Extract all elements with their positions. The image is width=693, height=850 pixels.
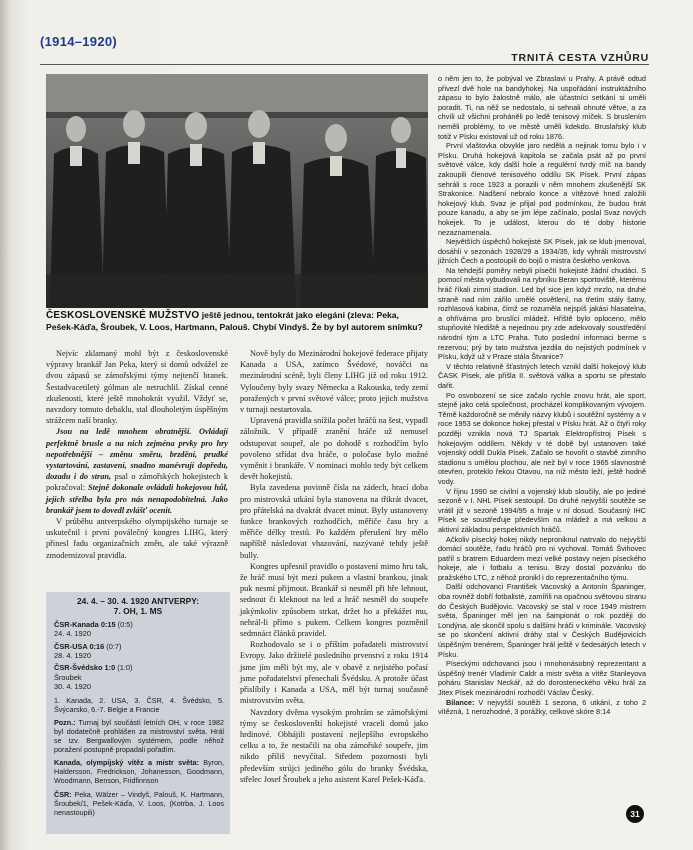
- box-header-line2: 7. OH, 1. MS: [113, 606, 163, 617]
- paragraph: Píseckými odchovanci jsou i mnohonásobný reprezentant a úspěšný trenér Vladimír Caldr a mistr světa a vítěz Stanleyova poháru Stanislav Neckář, až do dorosteneckého věku hrál za Jitex Písek mezinárodní rozhodčí Václav Český.: [438, 659, 646, 697]
- csr-label: ČSR:: [54, 789, 72, 799]
- chapter-period: (1914–1920): [40, 34, 118, 49]
- paragraph: Ačkoliv písecký hokej nikdy neproniknul natrvalo do nejvyšší domácí soutěže, řadu hráčů pro ni vychoval. Tomáš Švihovec patřil s bratrem Eduardem mezi velké postavy nejen píseckého hokeje, ale i fotbalu a tenisu. Brzy dostal pozvánku do pražského LTC, z něhož pronikl i do reprezentačního týmu.: [438, 534, 646, 582]
- paragraph: [438, 698, 646, 717]
- balance-label: Bilance:: [446, 697, 475, 707]
- paragraph: Kongres upřesnil pravidlo o postavení mimo hru tak, že hráč musí být mezi pukem a vlastní brankou, jinak puk nesmí přijmout. Brankář si nesměl při hře lehnout, sednout či kleknout na led a hráč nesměl do soupeře jakýmkoliv způsobem strkat, držet ho a překážet mu, nehrál-li přímo s pukem. Celkem kongres pozměnil sedmnáct článků pravidel.: [240, 561, 428, 639]
- quote-part: Jsou na ledě mnohem obratnější. Ovládají perfektně brusle a na nich zejména prvky pro hry nepotřebnější – změnu směru, brzdění, prudké vystartování, zastavení, snadno manévrují dopředu, dozadu i do stran,: [46, 427, 228, 482]
- quote-part: Stejně dokonale ovládali hokejovou hůl, jejich střelba byla pro nás nenapodobitelná. Jako brankář jsem to dovedl zvlášť ocenit.: [46, 483, 228, 515]
- match-title: ČSR-Švédsko 1:0: [54, 663, 116, 673]
- match-halftime: (0:7): [104, 641, 122, 651]
- caption-title: ČESKOSLOVENSKÉ MUŽSTVO: [46, 310, 200, 321]
- standings: 1. Kanada, 2. USA, 3. ČSR, 4. Švédsko, 5. Švýcarsko, 6.-7. Belgie a Francie: [54, 695, 224, 714]
- note-text: Turnaj byl součástí letních OH, v roce 1982 byl dodatečně prohlášen za mistrovství světa. Hrál se tzv. Bergwallovým systémem, podle něhož poražení postupně propadali pořadím.: [54, 717, 224, 755]
- tournament-results-box: [46, 592, 230, 834]
- paragraph: V průběhu antverpského olympijského turnaje se uskutečnil i první poválečný kongres LIHG, který přinesl řadu organizačních změn, ale také výrazně zmodernizoval pravidla.: [46, 517, 228, 560]
- csr-roster: [46, 790, 230, 817]
- csr-text: Peka, Wälzer – Vindyš, Palouš, K. Hartmann, Šroubek/1, Pešek-Káďa, V. Loos, (Kotrba, J. Loos nenastoupili): [54, 789, 224, 817]
- match-halftime: (1:0): [115, 663, 133, 673]
- box-header-line1: 24. 4. – 30. 4. 1920 ANTVERPY:: [77, 596, 199, 606]
- canada-label: Kanada, olympijský vítěz a mistr světa:: [54, 758, 199, 768]
- match-item: [54, 642, 224, 651]
- paragraph: První vlaštovka obvykle jaro nedělá a nejinak tomu bylo i v Písku. Druhá hokejová kapitola se začala psát až po první světové válce, kdy další hole a regulérní tvrdý míč na bandy zakoupili členové tenisového oddílu SK Písek. První zápas sehráli s roce 1923 a porazili v něm mnohem zkušenější SK Strakonice. Nadšení nebralo konce a vítězové hned založili hokejový klub. Svaz je přijal pod podmínkou, že budou hrát pouze kanadu, a aby se jim lépe začínalo, poslal Svaz nových hokejek. To je událost, kterou do té doby historie nezaznamenala.: [438, 141, 646, 237]
- match-scorer: Šroubek: [54, 672, 82, 682]
- match-date: 28. 4. 1920: [54, 651, 91, 661]
- team-photo-illustration: [46, 74, 428, 308]
- match-halftime: (0:5): [115, 619, 133, 629]
- paragraph: o něm jen to, že pobýval ve Zbraslavi u Prahy. A právě odtud přivezl dvě hole na bandyhokej. Na uspořádání instruktážního zápasu to bylo žalostně málo, ale účastníci setkání si uměli poradit. Ti, na něž se nedostalo, si sehnali ohnuté větve, a za chvíli už všichni proháněli po ledě tenisový míček. S bruslením neměli problémy, to ve městě uměli kdekdo. Bruslařský klub totiž v Písku existoval už od roku 1876.: [438, 74, 646, 141]
- caption-text: ještě jednou, tentokrát jako elegáni (zleva: Peka, Pešek-Káďa, Šroubek, V. Loos, Hartmann, Palouš. Chybí Vindyš. Že by byl autorem snímku?: [46, 310, 423, 332]
- text-column-1: [46, 348, 228, 561]
- paragraph: V říjnu 1990 se civilní a vojenský klub sloučily, ale po jediné sezoně v I. NHL Písek sestoupil. Do druhé nejvyšší soutěže se vrátil již v sezoně 1994/95 a hraje v ní dosud. Současný IHC Písek se soustřeďuje především na mládež a má velkou a aktivní základnu perspektivních hráčů.: [438, 486, 646, 534]
- canada-roster: [46, 758, 230, 785]
- paragraph: Upravená pravidla snížila počet hráčů na šest, vypadl záložník. V případě zranění hráče už nemusel odstupovat soupeř, ale po dohodě s rozhodčím bylo povoleno střídat dva hráče, o poločase bylo možné vyměnit i brankáře. V nominaci mohlo tedy být celkem devět hokejistů.: [240, 416, 428, 482]
- box-header: [46, 592, 230, 617]
- match-list: [46, 620, 230, 692]
- paragraph: Byla zavedena povinně čísla na zádech, hrací doba pro mistrovská utkání byla stanovena na třikrát dvacet, pro přátelská na dvakrát dvacet minut. Byly ustanoveny funkce brankových rozhodčích, měřiče času hry a měřiče délky trestů. Po každém přerušení hry mělo napříště následovat vhazování, nazývané tehdy ještě bully.: [240, 483, 428, 560]
- paragraph: Po osvobození se sice začalo rychle znovu hrát, ale sport, stejně jako celá společnost, procházel komplikovaným vývojem. Těmě každoročně se měnily názvy klubů i soutěžní systémy a v roce 1953 se dokonce hokej přestal v Písku hrát. Až o čtyři roky později vznikla nová TJ Spartak Elektropřístroj Písek s hokejovým oddílem. Někdy v té době byl ustanoven také vojenský oddíl Dukla Písek. Začalo se hovořit o stavbě zimního stadionu s umělou plochou, ale než byl v roce 1965 slavnostně otevřen, proteklo řekou Otavou, na níž město leží, ještě hodně vody.: [438, 390, 646, 486]
- paragraph: Navzdory dvěma vysokým prohrám se zámořskými týmy se českoslovenští hokejisté vraceli domů jako hrdinové. Obhájili postavení nejlepšího evropského celku a to, že nestačili na oba zámořské soupeře, jim nikdo příliš nevyčítal. Středem pozornosti byli především strůjci jediného gólu do branky Švédska, střelec Josef Šroubek a jeho asistent Karel Pešek-Káďa.: [240, 707, 428, 784]
- match-title: ČSR-USA 0:16: [54, 641, 105, 651]
- paragraph: V těchto relativně šťastných letech vznikl další hokejový klub ČASK Písek, ale přišla II. světová válka a sportu se přestalo dařit.: [438, 361, 646, 390]
- paragraph: Rozhodovalo se i o příštím pořadateli mistrovství Evropy. Jako držitelé posledního prvenství z roku 1914 jsme jím měli být my, ale v obavě z nejistého počasí jsme pořadatelství přenechali Švédsku. A protože účast přislíbily i Kanada a USA, měl být turnaj současně mistrovstvím světa.: [240, 640, 428, 706]
- paragraph: Největších úspěchů hokejisté SK Písek, jak se klub jmenoval, dosáhli v sezonách 1928/29 a 1934/35, kdy vyhráli mistrovství jižních Čech a postoupili do bojů o mistra českého venkova.: [438, 237, 646, 266]
- paragraph: Další odchovanci František Vacovský a Antonín Španinger, oba rovněž dobří fotbalisté, zamířili na opačnou světovou stranu do Českých Budějovic. Vacovský se stal v roce 1949 mistrem světa, Španinger měl jen na šampionát o rok později do Londýna, ale skončil spolu s dalšími hráči v kriminále. Vacovský se po skončení aktivní dráhy stal v Českých Budějovicích úspěšným trenérem, Španinger hrál ještě v šedesátých letech v Písku.: [438, 582, 646, 659]
- paragraph: Nově byly do Mezinárodní hokejové federace přijaty Kanada a USA, zatímco Švédové, nováčci na mezinárodní scéně, byli členy LIHG již od roku 1912. Vyloučeny byly svazy Německa a Rakouska, tedy zemí poražených v první světové válce; proto jejich mužstva v turnaji nestartovala.: [240, 349, 428, 415]
- match-item: [54, 663, 224, 672]
- paragraph: [46, 426, 228, 516]
- match-date: 24. 4. 1920: [54, 629, 91, 639]
- match-date: 30. 4. 1920: [54, 682, 91, 692]
- paragraph: Nejvíc zklamaný mohl být z československé výpravy brankář Jan Peka, který si domů odvážel ze dvou zápasů se zámořskými týmy nejtenčí branek. Šestadvacetiletý gólman ale netruchlil. Získal cenné zkušenosti, které ještě mnohokrát využil. Vždyť se, navzdory tomuto debaklu, stal dlouholetým úspěšným strážcem naší branky.: [46, 349, 228, 426]
- chapter-title: TRNITÁ CESTA VZHŮRU: [511, 52, 649, 64]
- balance-text: V nejvyšší soutěži 1 sezona, 6 utkání, z toho 2 vítězná, 1 nerozhodné, 3 porážky, celkové skóre 8:14: [438, 697, 646, 717]
- match-item: [54, 620, 224, 629]
- team-photo: [46, 74, 428, 308]
- page-number: 31: [626, 805, 644, 823]
- tournament-note: [46, 718, 230, 754]
- paragraph: Na tehdejší poměry nebyli písečtí hokejisté žádní chudáci. S pomocí města vybudovali na rybníku Beran sportoviště, kterému hráč říkali zimní stadion. Led byl sice jen když mrzlo, na druhé straně nad ním zářilo umělé osvětlení, na třetím stály šatny, rozhlasová kabina, čímž se rozuměla nejspíš jakási hlasatelna, a ohřívárna pro bruslící mládež. Hřiště bylo oploceno, mělo stupňovité hlediště a nejednou pry zde adekvovaly soustředění národní tým a LTC Praha. Tuto poslední informaci berme s rezervou; prý by tato mužstva jezdila do nejistých podmínek v Písku, když už v Praze stála Štvanice?: [438, 265, 646, 362]
- photo-caption: [46, 310, 428, 332]
- text-column-2: [240, 348, 428, 785]
- note-label: Pozn.:: [54, 717, 76, 727]
- page-binding-shadow: [0, 0, 10, 850]
- canada-text: Byron, Haldersson, Fredrickson, Johanesson, Goodmann, Woodmann, Benson, Fridfinnson: [54, 758, 224, 786]
- text-column-3: [438, 74, 646, 717]
- header-rule: [40, 64, 649, 65]
- match-title: ČSR-Kanada 0:15: [54, 619, 116, 629]
- paragraph-text: psal o zámořských hokejistech k pokračoval:: [46, 472, 228, 493]
